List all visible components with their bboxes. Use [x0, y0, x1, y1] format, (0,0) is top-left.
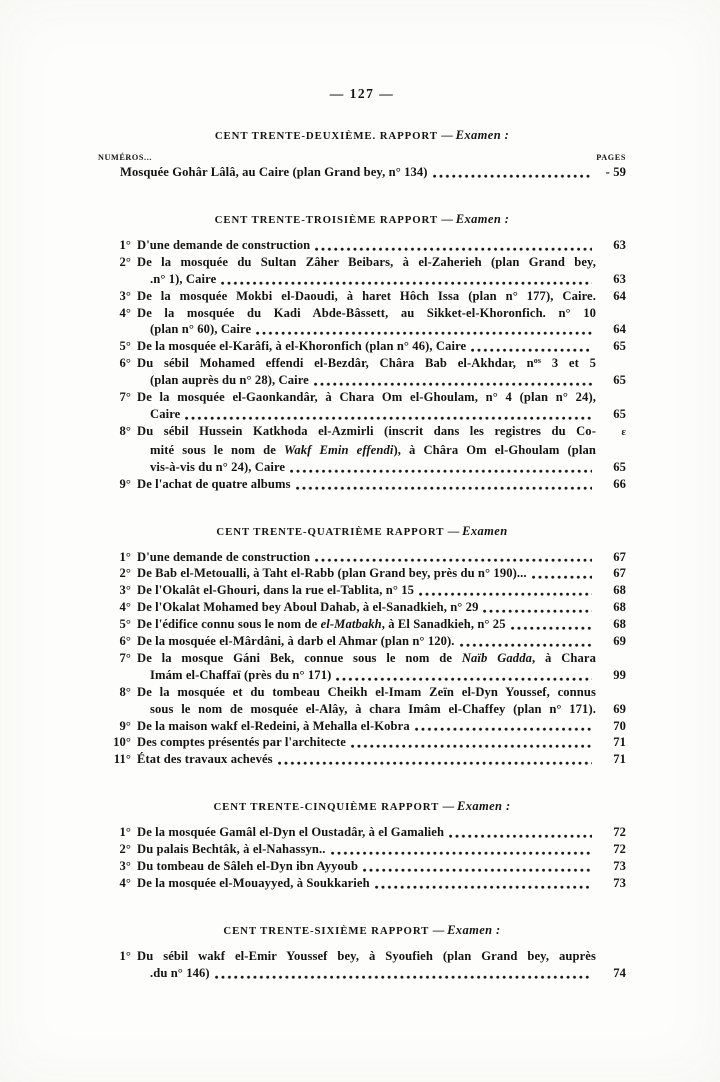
section-heading	[98, 126, 626, 144]
toc-entry	[98, 288, 626, 305]
section-heading-dash: —	[442, 801, 457, 814]
section-heading-dash: —	[447, 525, 463, 538]
entry-text: De Bab el-Metoualli, à Taht el-Rabb (plan Grand bey, près du n° 190)...	[137, 566, 527, 581]
dot-leader	[220, 280, 592, 286]
page-number: 64	[613, 322, 626, 337]
toc-entry	[98, 305, 626, 322]
entry-text: De la mosque Gáni Bek, connue sous le nom de Naïb Gadda, à Chara	[137, 650, 596, 665]
toc-entry	[98, 824, 626, 841]
entry-text: sous le nom de mosquée el-Alây, à chara Imâm el-Chaffey (plan n° 171).	[150, 701, 596, 716]
entry-number: 2°	[119, 254, 131, 269]
section-heading	[98, 210, 626, 228]
page-number: 65	[613, 459, 626, 474]
entry-text: (plan auprès du n° 28), Caire	[150, 373, 309, 388]
toc-entry	[98, 751, 626, 768]
entry-text: D'une demande de construction	[137, 549, 311, 564]
section-heading-title: CENT TRENTE-QUATRIÈME RAPPORT	[216, 525, 448, 538]
entry-number: 1°	[119, 549, 131, 564]
entry-text: De l'Okalat Mohamed bey Aboul Dahab, à el-Sanadkieh, n° 29	[137, 600, 479, 615]
page-number: 63	[613, 237, 626, 252]
entry-number: 1°	[119, 825, 131, 840]
dot-leader	[214, 974, 592, 980]
page-number: 66	[613, 476, 626, 491]
page-number: 67	[613, 549, 626, 564]
toc-entry	[98, 565, 626, 582]
dot-leader	[295, 485, 592, 491]
entry-number: 10°	[113, 735, 131, 750]
entry-text: De la mosquée du Kadi Abde-Bâssett, au Sikket-el-Khoronfich. n° 10	[137, 305, 596, 320]
page-number: 69	[613, 634, 626, 649]
page-number: 63	[613, 271, 626, 286]
section-heading-examen: Examen :	[456, 799, 511, 814]
toc-entry	[98, 948, 626, 965]
toc-sections	[98, 126, 626, 982]
section-heading-title: CENT TRENTE-SIXIÈME RAPPORT	[223, 924, 433, 937]
page-number: 69	[613, 701, 626, 716]
entry-text: D'une demande de construction	[137, 237, 311, 252]
toc-entry-continuation	[98, 667, 626, 684]
page-number: 67	[613, 566, 626, 581]
toc-entry	[98, 875, 626, 892]
entry-text: De la mosquée el-Mârdâni, à darb el Ahmar (plan n° 120).	[137, 634, 455, 649]
entry-number: 8°	[119, 423, 131, 438]
section-heading	[98, 921, 626, 939]
toc-entry	[98, 582, 626, 599]
dot-leader	[314, 557, 592, 563]
dot-leader	[432, 173, 592, 179]
entry-number: 5°	[119, 617, 131, 632]
entry-text: De la mosquée el-Gaonkandâr, à Chara Om el-Ghoulam, n° 4 (plan n° 24),	[137, 390, 596, 405]
entry-number: 6°	[119, 356, 131, 371]
page-number: 72	[613, 825, 626, 840]
entry-text: Caire	[150, 406, 181, 421]
dot-leader	[277, 760, 592, 766]
entry-number: 4°	[119, 305, 131, 320]
section-heading-examen: Examen :	[455, 128, 510, 142]
dot-leader	[459, 642, 592, 648]
section-heading-title: CENT TRENTE-TROISIÈME RAPPORT	[214, 213, 442, 226]
dot-leader	[255, 330, 592, 336]
entry-number: 2°	[119, 566, 131, 581]
toc-entry	[98, 338, 626, 355]
toc-entry	[98, 650, 626, 667]
toc-entry-continuation	[98, 442, 626, 459]
entry-number: 4°	[119, 600, 131, 615]
entry-text: De la mosquée el-Mouayyed, à Soukkarieh	[137, 876, 370, 890]
toc-entry	[98, 164, 626, 181]
entry-text: .n° 1), Caire	[150, 271, 217, 286]
rapport-section	[98, 522, 626, 769]
page-number: 73	[613, 859, 626, 874]
entry-number: 1°	[119, 237, 131, 252]
entry-text: De la mosquée et du tombeau Cheikh el-Imam Zeïn el-Dyn Youssef, connus	[137, 684, 596, 699]
dot-leader	[330, 850, 593, 856]
toc-entry-continuation	[98, 701, 626, 718]
entry-text: Du sébil Mohamed effendi el-Bezdâr, Châra Bab el-Akhdar, $n^{os}$ 3 et 5	[137, 356, 596, 371]
toc-entry	[98, 616, 626, 633]
section-heading-title: CENT TRENTE-DEUXIÈME. RAPPORT	[214, 130, 442, 142]
dot-leader	[184, 415, 592, 421]
entry-number: 11°	[113, 752, 131, 767]
toc-entry-continuation	[98, 271, 626, 288]
page-number: 68	[613, 600, 626, 615]
dot-leader	[482, 608, 592, 614]
toc-entry	[98, 355, 626, 372]
page-number: 71	[613, 735, 626, 750]
page-number: - 59	[605, 165, 626, 179]
page-number: 68	[613, 617, 626, 632]
entry-text: .du n° 146)	[150, 965, 210, 980]
toc-entry-continuation	[98, 321, 626, 338]
entry-text: De l'achat de quatre albums	[137, 476, 291, 491]
rapport-section	[98, 921, 626, 982]
entry-text: Du tombeau de Sâleh el-Dyn ibn Ayyoub	[137, 859, 359, 874]
entry-text: De la mosquée Mokbi el-Daoudi, à haret Hôch Issa (plan n° 177), Caire.	[137, 288, 596, 303]
page-number: 71	[613, 752, 626, 767]
entry-number: 1°	[119, 948, 131, 963]
toc-entry	[98, 476, 626, 493]
section-heading-dash: —	[441, 130, 456, 142]
dot-leader	[531, 574, 592, 580]
dot-leader	[374, 884, 592, 890]
entry-text: De l'édifice connu sous le nom de el-Matbakh, à El Sanadkieh, n° 25	[137, 617, 506, 632]
toc-entry	[98, 633, 626, 650]
toc-entry	[98, 718, 626, 735]
rapport-section	[98, 126, 626, 181]
entry-number: 2°	[119, 842, 131, 857]
section-heading	[98, 797, 626, 815]
entry-number: 3°	[119, 859, 131, 874]
entry-number: 3°	[119, 583, 131, 598]
toc-entry	[98, 423, 626, 442]
pages-column-header: PAGES	[596, 153, 626, 162]
section-heading-dash: —	[441, 213, 456, 226]
toc-entry	[98, 237, 626, 254]
entry-text: Des comptes présentés par l'architecte	[137, 735, 346, 750]
toc-entry	[98, 858, 626, 875]
entry-number: 8°	[119, 684, 131, 699]
dot-leader	[448, 833, 592, 839]
folio-page-number: — 127 —	[329, 86, 395, 101]
toc-entry	[98, 841, 626, 858]
toc-entry	[98, 734, 626, 751]
dot-leader	[510, 625, 592, 631]
dot-leader	[350, 743, 592, 749]
toc-entry-continuation	[98, 372, 626, 389]
entry-text: Mosquée Gohâr Lâlâ, au Caire (plan Grand bey, n° 134)	[120, 165, 428, 179]
page-number: 73	[613, 876, 626, 890]
dot-leader	[314, 246, 592, 252]
entry-number: 7°	[119, 390, 131, 405]
section-heading-examen: Examen	[462, 523, 508, 538]
section-heading-dash: —	[432, 924, 448, 937]
entry-text: (plan n° 60), Caire	[150, 322, 252, 337]
numeros-column-header: NUMÉROS...	[98, 153, 152, 162]
page-number: 65	[613, 373, 626, 388]
toc-entry-continuation	[98, 406, 626, 423]
column-headers	[98, 153, 626, 162]
entry-text: De la mosquée du Sultan Zâher Beibars, à el-Zaherieh (plan Grand bey,	[137, 254, 596, 269]
page-number: 68	[613, 583, 626, 598]
entry-text: Du palais Bechtâk, à el-Nahassyn..	[137, 842, 326, 857]
dot-leader	[362, 867, 592, 873]
entry-number: 9°	[119, 718, 131, 733]
page-number: 64	[613, 288, 626, 303]
dot-leader	[470, 347, 592, 353]
stray-mark: ε	[621, 426, 626, 438]
page-number: 74	[613, 965, 626, 980]
toc-entry-continuation	[98, 459, 626, 476]
entry-text: Du sébil Hussein Katkhoda el-Azmirli (inscrit dans les registres du Co-	[137, 423, 596, 438]
section-heading-title: CENT TRENTE-CINQUIÈME RAPPORT	[213, 801, 443, 814]
toc-entry	[98, 389, 626, 406]
entry-text: De l'Okalât el-Ghouri, dans la rue el-Tablita, n° 15	[137, 583, 415, 598]
rapport-section	[98, 797, 626, 892]
entry-number: 5°	[119, 339, 131, 354]
dot-leader	[418, 591, 592, 597]
entry-number: 4°	[119, 876, 131, 890]
dot-leader	[289, 468, 592, 474]
section-heading-examen: Examen :	[455, 211, 510, 226]
entry-text: Imám el-Chaffaï (près du n° 171)	[150, 667, 332, 682]
page-number: 72	[613, 842, 626, 857]
dot-leader	[313, 381, 592, 387]
toc-entry	[98, 549, 626, 566]
toc-entry	[98, 599, 626, 616]
toc-entry	[98, 684, 626, 701]
entry-text: De la mosquée el-Karâfi, à el-Khoronfich (plan n° 46), Caire	[137, 339, 467, 354]
entry-number: 7°	[119, 650, 131, 665]
dot-leader	[335, 676, 592, 682]
entry-text: État des travaux achevés	[137, 752, 273, 767]
section-heading-examen: Examen :	[447, 922, 501, 937]
entry-text: vis-à-vis du n° 24), Caire	[150, 459, 286, 474]
entry-text: Du sébil wakf el-Emir Youssef bey, à Syoufieh (plan Grand bey, auprès	[137, 948, 596, 963]
entry-text: De la maison wakf el-Redeini, à Mehalla el-Kobra	[137, 718, 410, 733]
dot-leader	[414, 726, 592, 732]
entry-text: mité sous le nom de Wakf Emin effendi), à Châra Om el-Ghoulam (plan	[150, 442, 596, 457]
page-number: 99	[613, 667, 626, 682]
entry-text: De la mosquée Gamâl el-Dyn el Oustadâr, à el Gamalieh	[137, 825, 445, 840]
page-number: 70	[613, 718, 626, 733]
section-heading	[98, 522, 626, 540]
toc-entry-continuation	[98, 965, 626, 982]
rapport-section	[98, 210, 626, 493]
page-number: 65	[613, 406, 626, 421]
entry-number: 9°	[119, 476, 131, 491]
entry-number: 6°	[119, 634, 131, 649]
page-number: 65	[613, 339, 626, 354]
toc-entry	[98, 254, 626, 271]
entry-number: 3°	[119, 288, 131, 303]
